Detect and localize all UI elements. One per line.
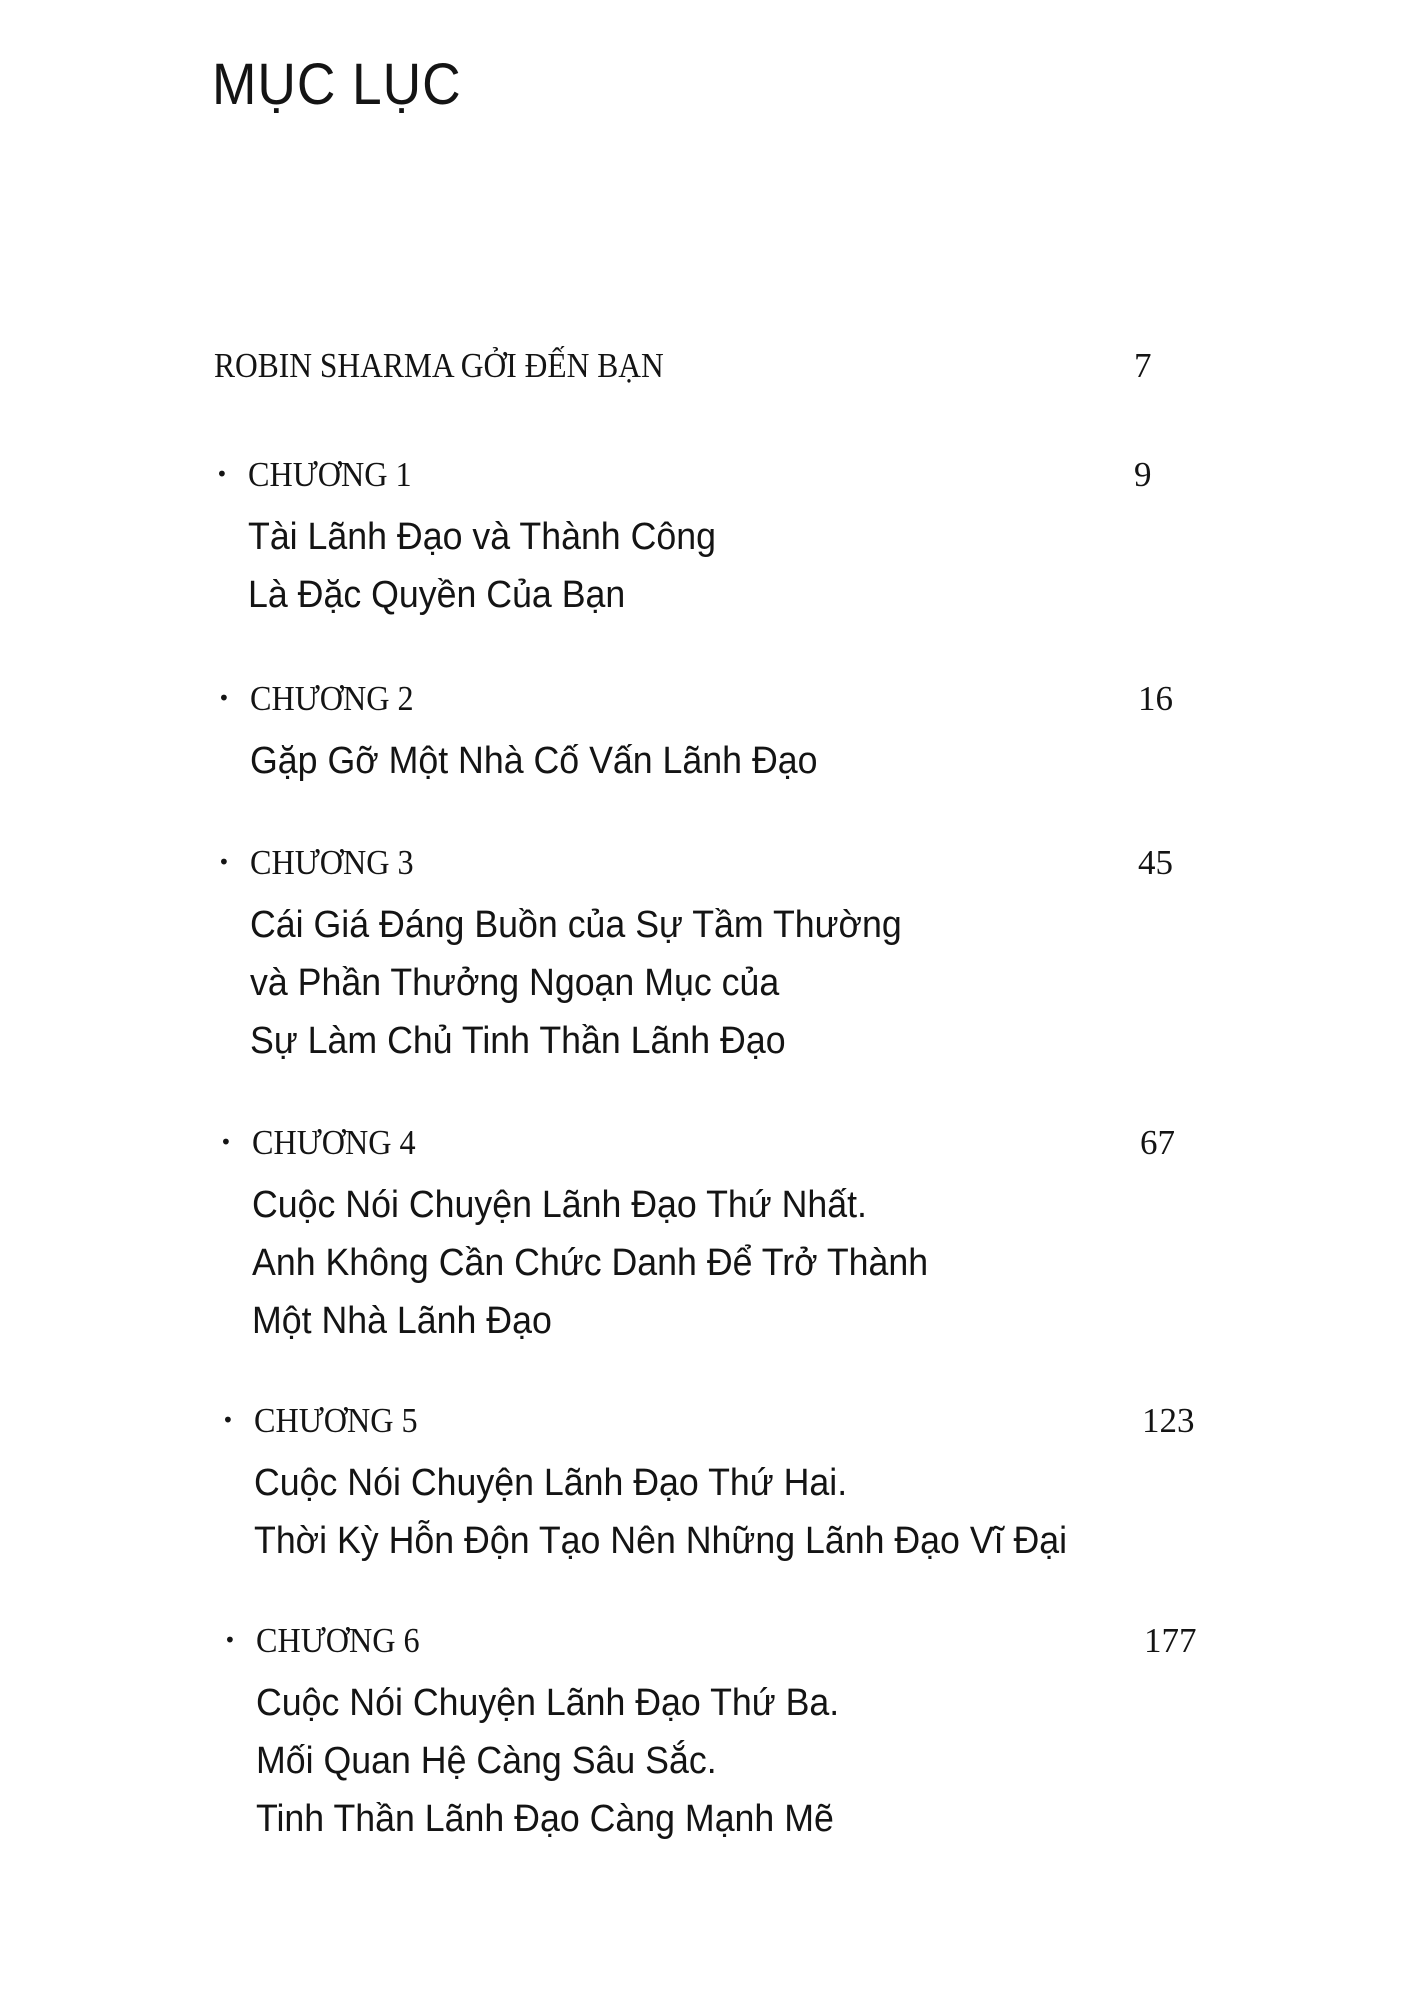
chapter-title-line: Tinh Thần Lãnh Đạo Càng Mạnh Mẽ	[256, 1798, 834, 1840]
chapter-page-number: 9	[1134, 455, 1152, 494]
bullet-icon: •	[222, 1408, 234, 1432]
chapter-title-line: và Phần Thưởng Ngoạn Mục của	[250, 962, 780, 1004]
chapter-label: CHƯƠNG 6	[256, 1621, 420, 1660]
chapter-title-line: Cuộc Nói Chuyện Lãnh Đạo Thứ Ba.	[256, 1682, 840, 1724]
bullet-icon: •	[224, 1628, 236, 1652]
page-title: MỤC LỤC	[212, 52, 462, 117]
toc-chapter-3[interactable]	[218, 840, 1318, 1062]
toc-entry-page-number: 7	[1134, 346, 1152, 385]
chapter-title-line: Cuộc Nói Chuyện Lãnh Đạo Thứ Hai.	[254, 1462, 848, 1504]
chapter-label: CHƯƠNG 3	[250, 843, 414, 882]
chapter-title-line: Gặp Gỡ Một Nhà Cố Vấn Lãnh Đạo	[250, 740, 818, 782]
chapter-page-number: 45	[1138, 843, 1173, 882]
toc-chapter-5[interactable]	[222, 1398, 1322, 1562]
chapter-page-number: 177	[1144, 1621, 1197, 1660]
bullet-icon: •	[218, 850, 230, 874]
bullet-icon: •	[218, 686, 230, 710]
bullet-icon: •	[216, 462, 228, 486]
chapter-title-line: Cuộc Nói Chuyện Lãnh Đạo Thứ Nhất.	[252, 1184, 867, 1226]
chapter-label: CHƯƠNG 4	[252, 1123, 416, 1162]
chapter-label: CHƯƠNG 5	[254, 1401, 418, 1440]
toc-chapter-6[interactable]	[224, 1618, 1324, 1840]
chapter-title-line: Cái Giá Đáng Buồn của Sự Tầm Thường	[250, 904, 902, 946]
chapter-title-line: Một Nhà Lãnh Đạo	[252, 1300, 552, 1342]
toc-chapter-4[interactable]	[220, 1120, 1320, 1342]
chapter-label: CHƯƠNG 1	[248, 455, 412, 494]
chapter-page-number: 123	[1142, 1401, 1195, 1440]
chapter-title-line: Anh Không Cần Chức Danh Để Trở Thành	[252, 1242, 929, 1284]
chapter-page-number: 67	[1140, 1123, 1175, 1162]
chapter-page-number: 16	[1138, 679, 1173, 718]
toc-entry-title: ROBIN SHARMA GỞI ĐẾN BẠN	[214, 346, 664, 385]
chapter-title-line: Sự Làm Chủ Tinh Thần Lãnh Đạo	[250, 1020, 786, 1062]
toc-chapter-1[interactable]	[216, 452, 1316, 616]
chapter-label: CHƯƠNG 2	[250, 679, 414, 718]
chapter-title-line: Là Đặc Quyền Của Bạn	[248, 574, 626, 616]
toc-entry-intro[interactable]	[214, 344, 1214, 388]
bullet-icon: •	[220, 1130, 232, 1154]
toc-chapter-2[interactable]	[218, 676, 1318, 782]
chapter-title-line: Mối Quan Hệ Càng Sâu Sắc.	[256, 1740, 717, 1782]
chapter-title-line: Tài Lãnh Đạo và Thành Công	[248, 516, 716, 558]
chapter-title-line: Thời Kỳ Hỗn Độn Tạo Nên Những Lãnh Đạo Vĩ Đại	[254, 1520, 1068, 1562]
